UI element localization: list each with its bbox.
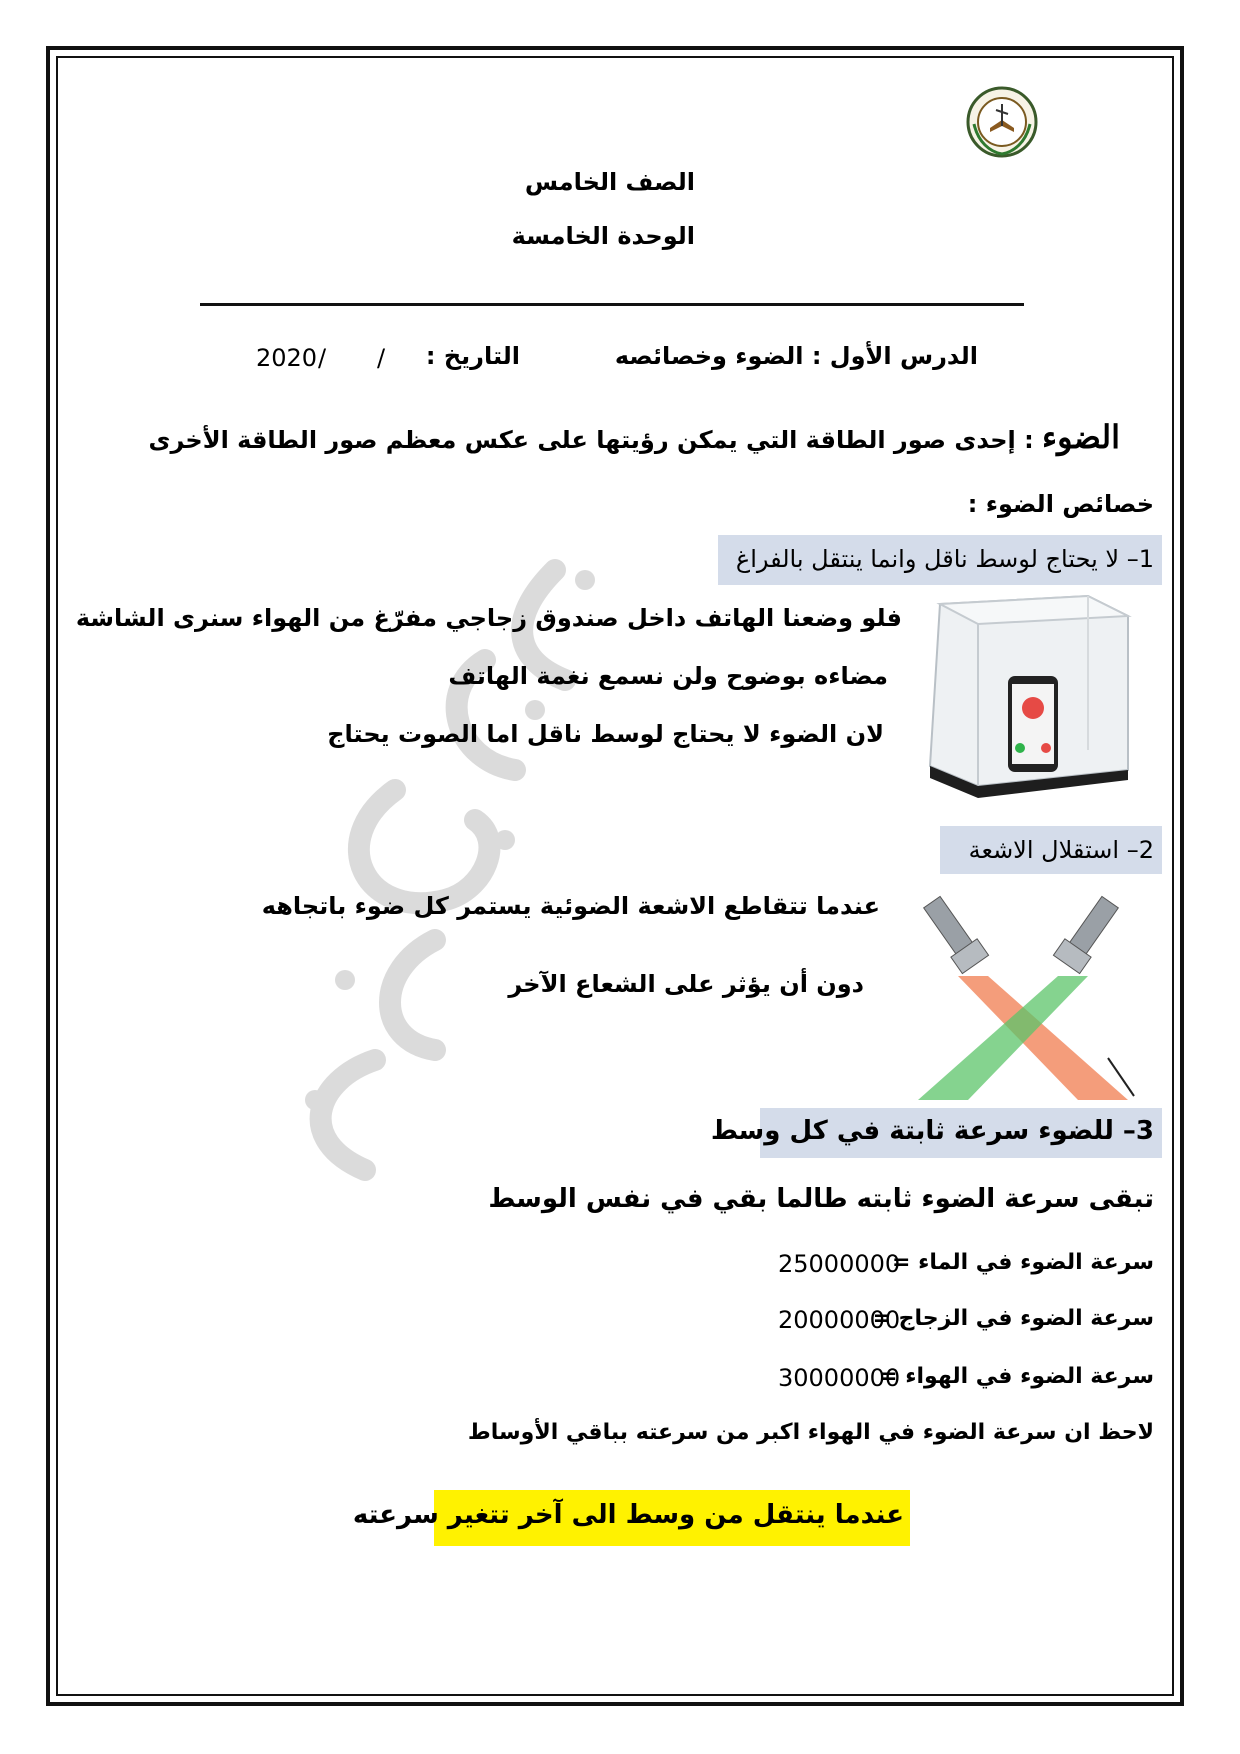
lesson-title: الدرس الأول : الضوء وخصائصه xyxy=(614,342,978,370)
property-2-line-1: عندما تتقاطع الاشعة الضوئية يستمر كل ضوء باتجاهه xyxy=(261,892,880,920)
properties-heading: خصائص الضوء : xyxy=(967,490,1154,518)
phone-in-glass-box-icon xyxy=(918,590,1140,800)
highlight-text: عندما ينتقل من وسط الى آخر تتغير سرعته xyxy=(352,1500,904,1530)
definition-line xyxy=(148,418,1120,456)
definition-term: الضوء xyxy=(1042,418,1120,456)
speed-glass-value: 20000000 xyxy=(778,1306,901,1334)
school-seal-icon xyxy=(964,84,1040,160)
speed-note: لاحظ ان سرعة الضوء في الهواء اكبر من سرعته بباقي الأوساط xyxy=(467,1420,1154,1445)
property-2-heading: 2– استقلال الاشعة xyxy=(968,836,1154,864)
property-3-subheading: تبقى سرعة الضوء ثابته طالما بقي في نفس الوسط xyxy=(488,1184,1154,1214)
watermark-signature xyxy=(255,540,675,1200)
property-1-heading: 1– لا يحتاج لوسط ناقل وانما ينتقل بالفراغ xyxy=(735,545,1154,573)
speed-air-value: 30000000 xyxy=(778,1364,901,1392)
property-3-heading: 3– للضوء سرعة ثابتة في كل وسط xyxy=(710,1116,1154,1146)
property-1-line-3: لان الضوء لا يحتاج لوسط ناقل اما الصوت يحتاج xyxy=(327,720,884,748)
date-slash-2: / xyxy=(318,344,327,372)
crossing-flashlights-icon xyxy=(908,886,1140,1100)
property-1-line-2: مضاءه بوضوح ولن نسمع نغمة الهاتف xyxy=(448,662,888,690)
unit-title: الوحدة الخامسة xyxy=(511,222,695,250)
header-divider xyxy=(200,303,1024,306)
property-1-line-1: فلو وضعنا الهاتف داخل صندوق زجاجي مفرّغ من الهواء سنرى الشاشة xyxy=(75,604,902,632)
date-slash-1: / xyxy=(377,344,386,372)
speed-water-value: 25000000 xyxy=(778,1250,901,1278)
definition-text: : إحدى صور الطاقة التي يمكن رؤيتها على عكس معظم صور الطاقة الأخرى xyxy=(148,426,1034,454)
property-2-line-2: دون أن يؤثر على الشعاع الآخر xyxy=(508,970,864,998)
date-year: 2020 xyxy=(256,344,318,372)
grade-title: الصف الخامس xyxy=(524,168,695,196)
date-label: التاريخ : xyxy=(425,342,520,370)
speed-water-label: سرعة الضوء في الماء = xyxy=(891,1250,1154,1275)
speed-glass-label: سرعة الضوء في الزجاج = xyxy=(872,1306,1154,1331)
speed-air-label: سرعة الضوء في الهواء = xyxy=(879,1364,1154,1389)
